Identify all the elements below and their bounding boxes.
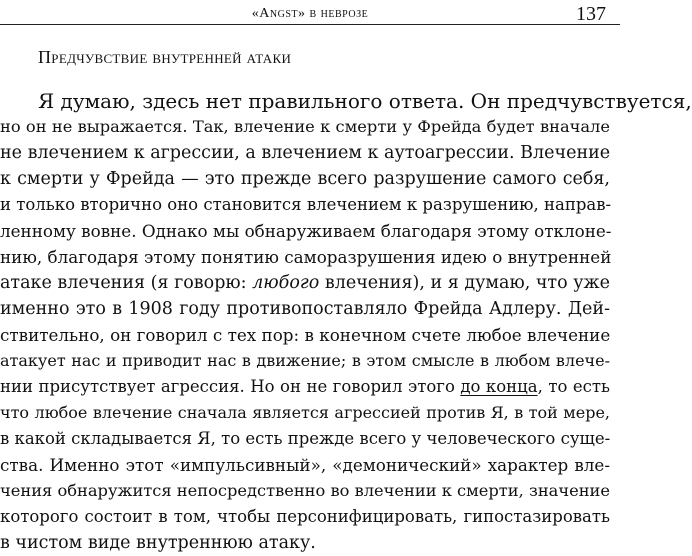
paragraph-line-text: атакует нас и приводит нас в движение; в этом смысле в любом влече- [0, 351, 610, 370]
paragraph-line-text: но он не выражается. Так, влечение к смерти у Фрейда будет вначале [0, 117, 610, 136]
paragraph-line [0, 192, 610, 218]
running-title: «Angst» в неврозе [251, 6, 369, 21]
paragraph-line-text: нии присутствует агрессия. Но он не говорил этого [0, 377, 461, 396]
paragraph-line [0, 348, 610, 374]
paragraph-line-text: которого состоит в том, чтобы персонифицировать, гипостазировать [0, 507, 610, 526]
page-number: 137 [576, 3, 606, 25]
paragraph-line [38, 88, 692, 114]
paragraph-line [0, 244, 610, 270]
paragraph-line [0, 114, 610, 140]
paragraph-line-text: чения обнаружится непосредственно во влечении к смерти, значение [0, 481, 610, 500]
paragraph-line-text: в чистом виде внутреннюю атаку. [0, 533, 316, 553]
paragraph-line-text: нию, благодаря этому понятию саморазрушения идею о внутренней [0, 247, 612, 267]
paragraph-line [0, 270, 610, 296]
paragraph-line [0, 166, 610, 192]
paragraph-line-text: что любое влечение сначала является агрессией против Я, в той мере, [0, 403, 610, 422]
paragraph-line-text: к смерти у Фрейда — это прежде всего разрушение самого себя, [0, 169, 610, 189]
paragraph-line-text: , то есть [537, 377, 610, 396]
paragraph-line [0, 140, 610, 166]
paragraph-line [0, 322, 610, 348]
paragraph-line-text: атаке влечения (я говорю: [0, 273, 253, 293]
paragraph-line-text: именно это в 1908 году противопоставляло Фрейда Адлеру. Дей- [0, 299, 610, 319]
paragraph-line-text: в какой складывается Я, то есть прежде всего у человеческого суще- [0, 429, 611, 448]
paragraph-line [0, 504, 610, 530]
paragraph-line-text: ствительно, он говорил с тех пор: в конечном счете любое влечение [0, 325, 611, 345]
paragraph-line [0, 374, 610, 400]
section-heading: Предчувствие внутренней атаки [38, 47, 292, 67]
emphasized-word: любого [252, 273, 320, 293]
underlined-phrase: до конца [460, 377, 538, 396]
header-rule [0, 24, 620, 25]
paragraph-line [0, 426, 610, 452]
paragraph-line-text: ленному вовне. Однако мы обнаруживаем благодаря этому отклоне- [0, 221, 612, 241]
paragraph-line-text: ства. Именно этот «импульсивный», «демонический» характер вле- [0, 455, 610, 475]
paragraph-line [0, 218, 610, 244]
paragraph-line [0, 296, 610, 322]
paragraph-line-text: и только вторично оно становится влечением к разрушению, направ- [0, 195, 612, 214]
paragraph-line [0, 400, 610, 426]
paragraph-line-text: Я думаю, здесь нет правильного ответа. Он предчувствуется, [38, 89, 692, 113]
paragraph-line [0, 452, 610, 478]
paragraph-line [0, 478, 610, 504]
running-header [0, 0, 620, 24]
paragraph-line [0, 530, 610, 556]
paragraph-line-text: не влечением к агрессии, а влечением к аутоагрессии. Влечение [0, 143, 611, 163]
paragraph-line-text: влечения), и я думаю, что уже [319, 273, 610, 293]
